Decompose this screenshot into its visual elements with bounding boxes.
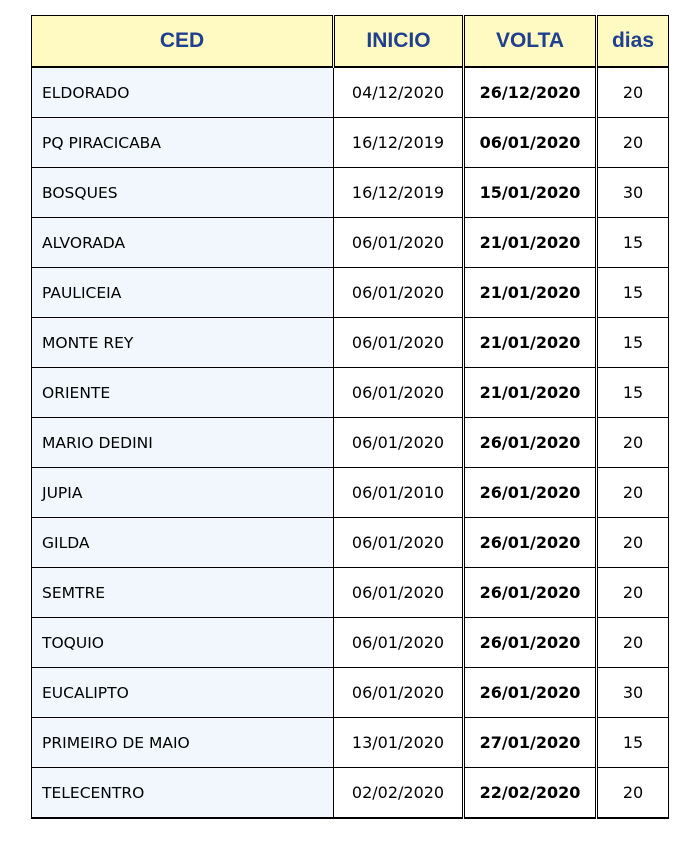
cell-ced: PRIMEIRO DE MAIO: [32, 718, 334, 768]
cell-volta: 21/01/2020: [464, 368, 597, 418]
cell-volta: 26/12/2020: [464, 67, 597, 118]
table-row: [32, 668, 669, 718]
cell-inicio: 06/01/2020: [334, 418, 464, 468]
cell-inicio: 06/01/2020: [334, 318, 464, 368]
cell-ced: EUCALIPTO: [32, 668, 334, 718]
cell-ced: PQ PIRACICABA: [32, 118, 334, 168]
cell-ced: ALVORADA: [32, 218, 334, 268]
cell-ced: MARIO DEDINI: [32, 418, 334, 468]
cell-volta: 06/01/2020: [464, 118, 597, 168]
cell-inicio: 06/01/2020: [334, 618, 464, 668]
cell-volta: 21/01/2020: [464, 318, 597, 368]
cell-dias: 20: [597, 768, 669, 819]
cell-inicio: 06/01/2020: [334, 368, 464, 418]
table-row: [32, 218, 669, 268]
cell-inicio: 06/01/2010: [334, 468, 464, 518]
cell-volta: 26/01/2020: [464, 668, 597, 718]
cell-ced: SEMTRE: [32, 568, 334, 618]
cell-inicio: 02/02/2020: [334, 768, 464, 819]
cell-ced: ORIENTE: [32, 368, 334, 418]
cell-ced: MONTE REY: [32, 318, 334, 368]
table-row: [32, 468, 669, 518]
cell-inicio: 06/01/2020: [334, 668, 464, 718]
cell-inicio: 16/12/2019: [334, 168, 464, 218]
table-row: [32, 618, 669, 668]
cell-dias: 20: [597, 518, 669, 568]
cell-inicio: 04/12/2020: [334, 67, 464, 118]
cell-dias: 20: [597, 468, 669, 518]
table-row: [32, 768, 669, 819]
table-row: [32, 67, 669, 118]
cell-inicio: 13/01/2020: [334, 718, 464, 768]
table-row: [32, 418, 669, 468]
cell-dias: 15: [597, 268, 669, 318]
cell-dias: 15: [597, 218, 669, 268]
cell-inicio: 16/12/2019: [334, 118, 464, 168]
cell-dias: 30: [597, 668, 669, 718]
cell-dias: 20: [597, 67, 669, 118]
table-row: [32, 518, 669, 568]
table-row: [32, 168, 669, 218]
cell-inicio: 06/01/2020: [334, 518, 464, 568]
cell-dias: 15: [597, 318, 669, 368]
cell-inicio: 06/01/2020: [334, 218, 464, 268]
column-header-dias: dias: [597, 16, 669, 68]
cell-ced: TELECENTRO: [32, 768, 334, 819]
table-row: [32, 718, 669, 768]
cell-ced: GILDA: [32, 518, 334, 568]
table-header: [32, 16, 669, 68]
cell-inicio: 06/01/2020: [334, 268, 464, 318]
cell-volta: 26/01/2020: [464, 568, 597, 618]
cell-volta: 26/01/2020: [464, 618, 597, 668]
cell-ced: TOQUIO: [32, 618, 334, 668]
column-header-inicio: INICIO: [334, 16, 464, 68]
cell-dias: 15: [597, 368, 669, 418]
table-row: [32, 118, 669, 168]
cell-volta: 22/02/2020: [464, 768, 597, 819]
schedule-table-container: [31, 15, 668, 819]
table-row: [32, 568, 669, 618]
cell-volta: 21/01/2020: [464, 218, 597, 268]
cell-volta: 26/01/2020: [464, 518, 597, 568]
table-body: [32, 67, 669, 818]
table-row: [32, 268, 669, 318]
cell-dias: 20: [597, 418, 669, 468]
cell-ced: BOSQUES: [32, 168, 334, 218]
table-row: [32, 368, 669, 418]
cell-dias: 20: [597, 618, 669, 668]
header-row: [32, 16, 669, 68]
column-header-ced: CED: [32, 16, 334, 68]
cell-dias: 15: [597, 718, 669, 768]
cell-volta: 27/01/2020: [464, 718, 597, 768]
cell-dias: 20: [597, 568, 669, 618]
cell-ced: ELDORADO: [32, 67, 334, 118]
cell-volta: 26/01/2020: [464, 418, 597, 468]
cell-dias: 30: [597, 168, 669, 218]
schedule-table: [31, 15, 669, 819]
cell-volta: 21/01/2020: [464, 268, 597, 318]
table-row: [32, 318, 669, 368]
cell-volta: 15/01/2020: [464, 168, 597, 218]
cell-dias: 20: [597, 118, 669, 168]
cell-inicio: 06/01/2020: [334, 568, 464, 618]
column-header-volta: VOLTA: [464, 16, 597, 68]
cell-volta: 26/01/2020: [464, 468, 597, 518]
cell-ced: JUPIA: [32, 468, 334, 518]
cell-ced: PAULICEIA: [32, 268, 334, 318]
